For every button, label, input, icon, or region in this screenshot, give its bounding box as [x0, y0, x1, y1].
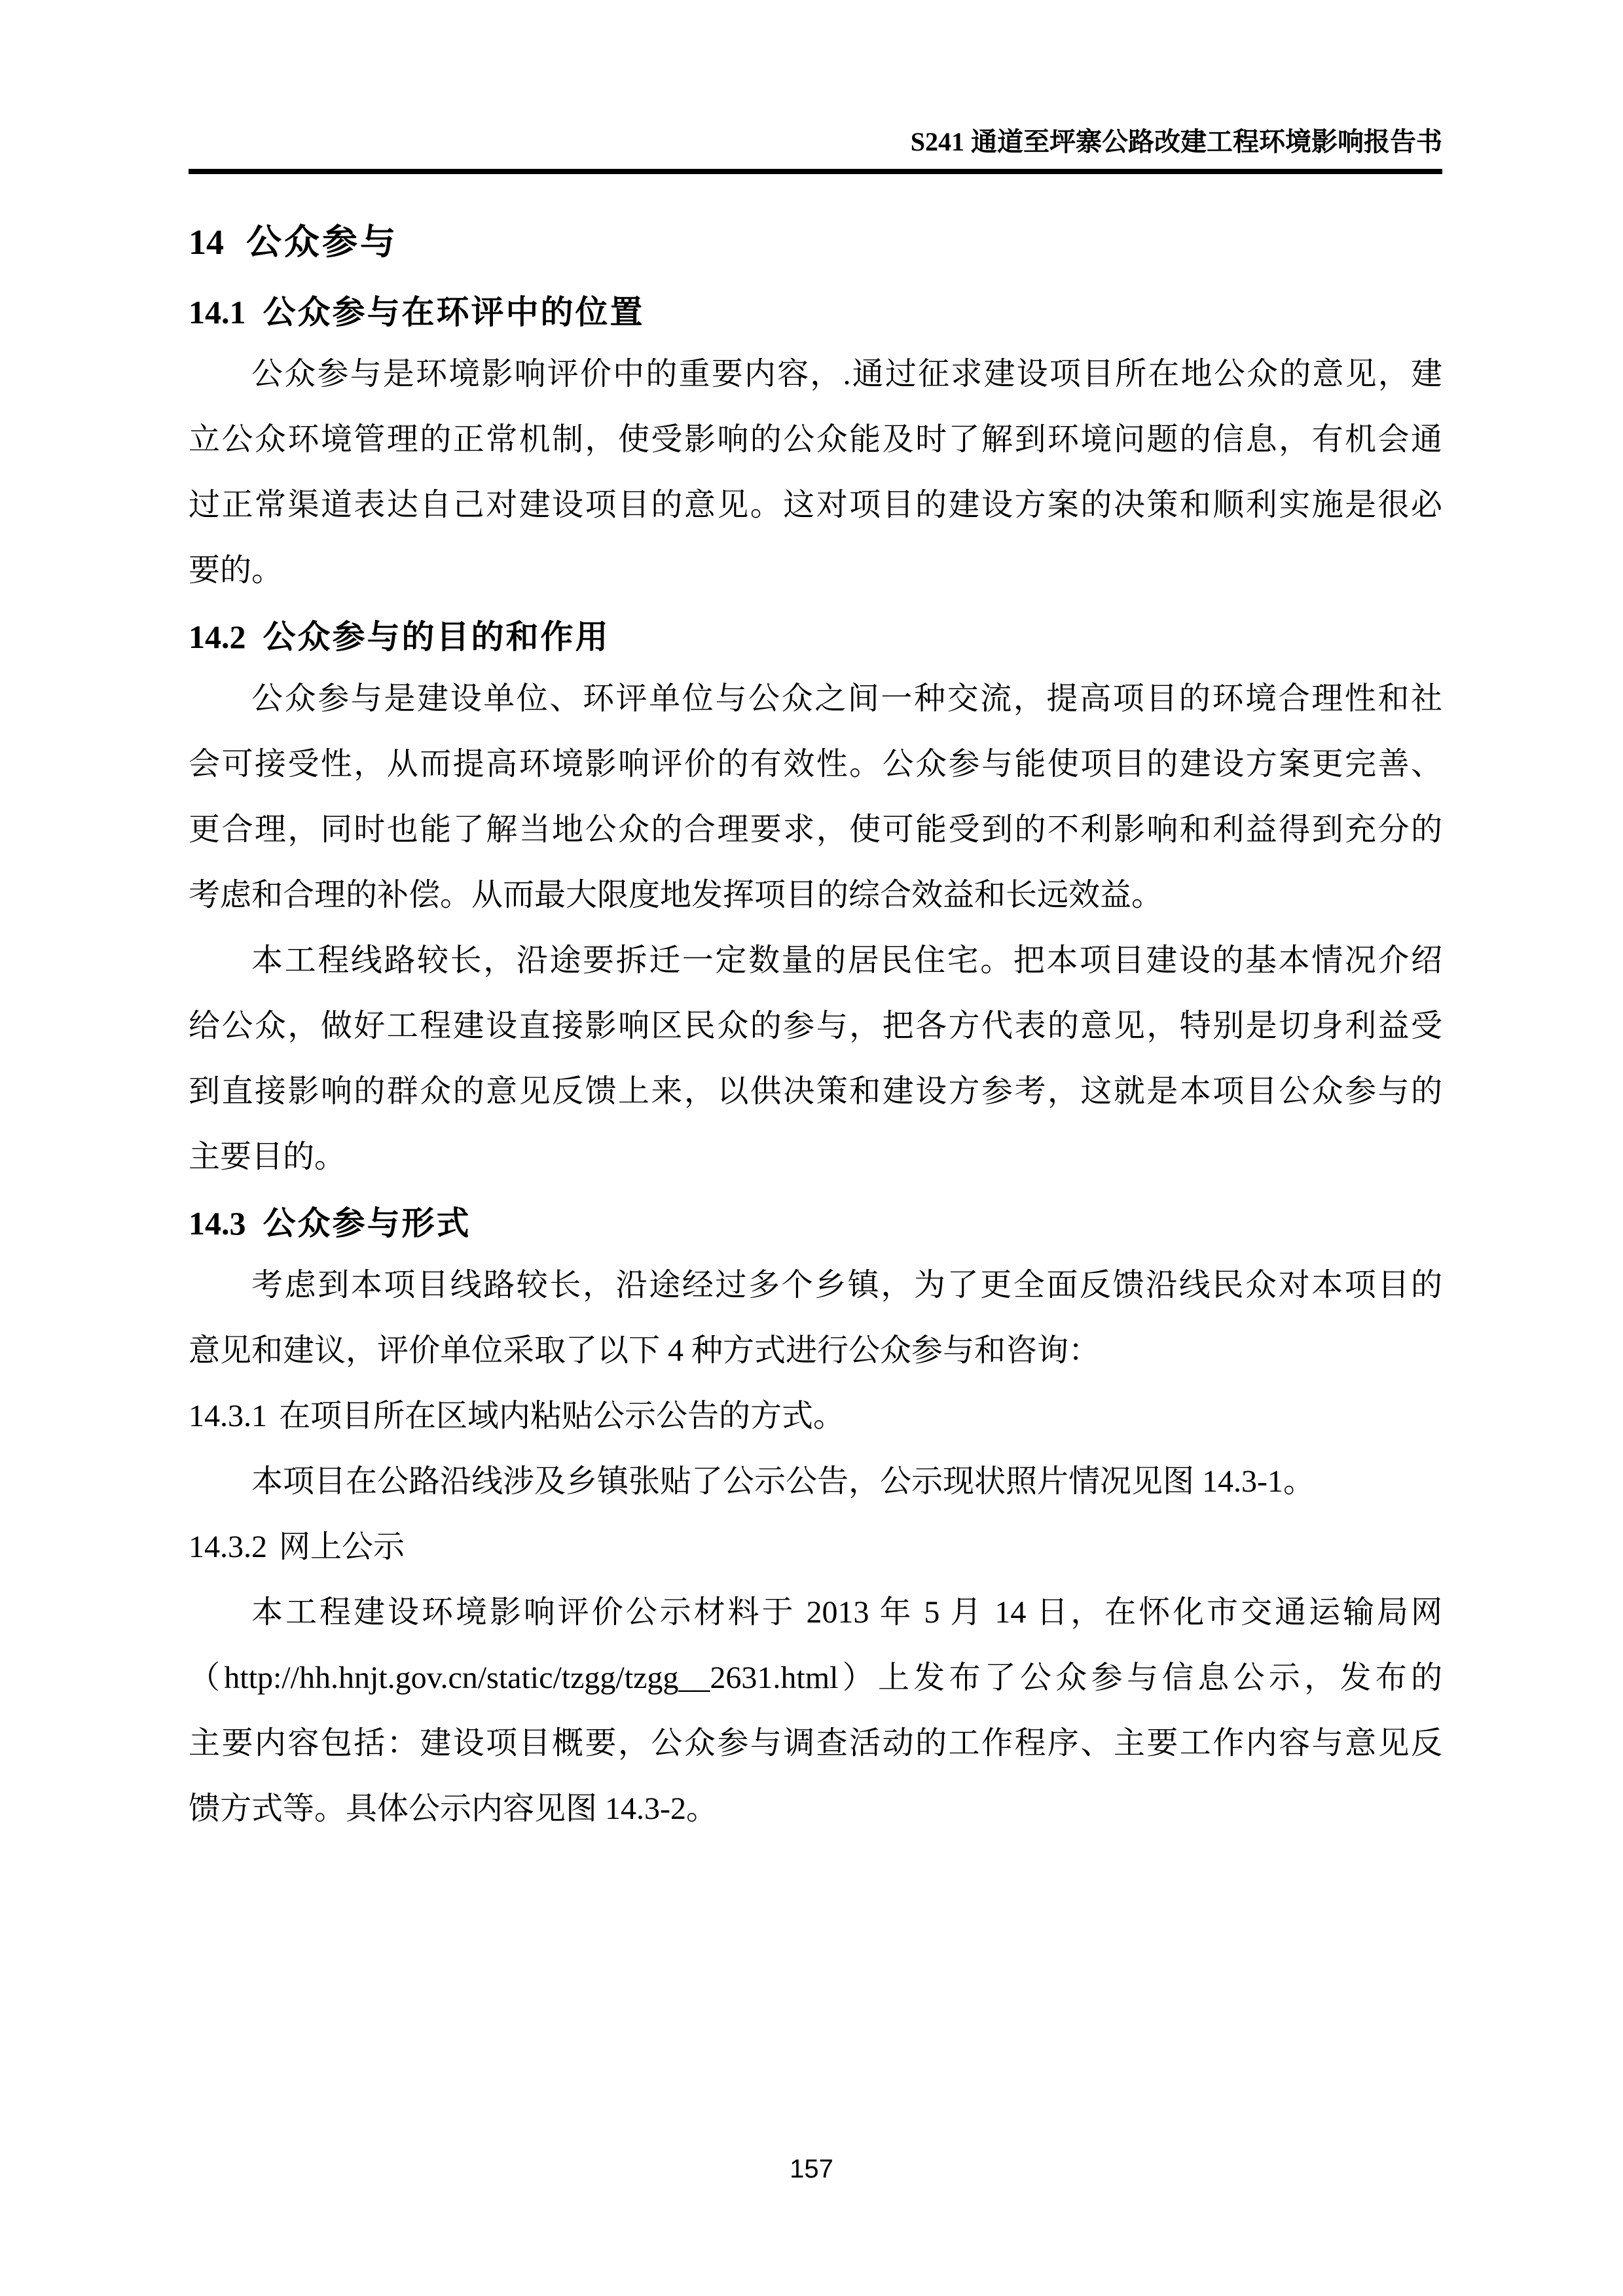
page-content: [189, 124, 1442, 1842]
section-heading-14-3-2: [189, 1515, 1442, 1580]
paragraph-14-3-2-body: [189, 1580, 1442, 1842]
section-heading-14-3: [189, 1194, 1442, 1253]
section-number: 14.2: [189, 619, 246, 655]
section-title: 网上公示: [279, 1530, 405, 1564]
section-number: 14.3: [189, 1205, 246, 1242]
text-line: 本工程建设环境影响评价公示材料于 2013 年 5 月 14 日，在怀化市交通运输局网: [251, 1595, 1442, 1630]
section-number: 14.3.2: [189, 1530, 267, 1564]
text-line: 主要内容包括：建设项目概要，公众参与调查活动的工作程序、主要工作内容与意见反: [189, 1726, 1442, 1761]
header-rule: [189, 169, 1442, 174]
section-title: 公众参与的目的和作用: [263, 619, 610, 655]
section-title: 公众参与形式: [263, 1205, 471, 1242]
text-line: 过正常渠道表达自己对建设项目的意见。这对项目的建设方案的决策和顺利实施是很必: [189, 488, 1442, 522]
text-line: （http://hh.hnjt.gov.cn/static/tzgg/tzgg__2631.html）上发布了公众参与信息公示，发布的: [189, 1660, 1442, 1695]
text-line: 给公众，做好工程建设直接影响区民众的参与，把各方代表的意见，特别是切身利益受: [189, 1009, 1442, 1043]
text-line: 立公众环境管理的正常机制，使受影响的公众能及时了解到环境问题的信息，有机会通: [189, 422, 1442, 457]
paragraph-14-3-1: [189, 1253, 1442, 1384]
text-line: 考虑和合理的补偿。从而最大限度地发挥项目的综合效益和长远效益。: [189, 878, 1163, 912]
text-line: 公众参与是建设单位、环评单位与公众之间一种交流，提高项目的环境合理性和社: [251, 681, 1442, 716]
section-title: 在项目所在区域内粘贴公示公告的方式。: [279, 1399, 845, 1433]
section-heading-14: [189, 206, 1442, 279]
text-line: 公众参与是环境影响评价中的重要内容，.通过征求建设项目所在地公众的意见，建: [251, 357, 1442, 391]
text-line: 本项目在公路沿线涉及乡镇张贴了公示公告，公示现状照片情况见图 14.3-1。: [251, 1464, 1315, 1499]
text-line: 馈方式等。具体公示内容见图 14.3-2。: [189, 1791, 718, 1826]
section-heading-14-1: [189, 283, 1442, 342]
page-number: 157: [790, 2155, 833, 2183]
section-title: 公众参与在环评中的位置: [263, 294, 645, 331]
text-line: 会可接受性，从而提高环境影响评价的有效性。公众参与能使项目的建设方案更完善、: [189, 747, 1442, 781]
section-number: 14: [189, 223, 224, 262]
text-line: 考虑到本项目线路较长，沿途经过多个乡镇，为了更全面反馈沿线民众对本项目的: [251, 1268, 1442, 1302]
section-heading-14-2: [189, 607, 1442, 666]
text-line: 要的。: [189, 553, 283, 588]
section-heading-14-3-1: [189, 1384, 1442, 1449]
text-line: 更合理，同时也能了解当地公众的合理要求，使可能受到的不利影响和利益得到充分的: [189, 812, 1442, 847]
section-number: 14.1: [189, 294, 246, 331]
paragraph-14-2-1: [189, 666, 1442, 928]
running-header-title: S241 通道至坪寨公路改建工程环境影响报告书: [910, 127, 1442, 156]
paragraph-14-1-1: [189, 342, 1442, 603]
text-line: 到直接影响的群众的意见反馈上来，以供决策和建设方参考，这就是本项目公众参与的: [189, 1074, 1442, 1109]
text-line: 主要目的。: [189, 1139, 346, 1174]
text-line: 本工程线路较长，沿途要拆迁一定数量的居民住宅。把本项目建设的基本情况介绍: [251, 943, 1442, 978]
text-line: 意见和建议，评价单位采取了以下 4 种方式进行公众参与和咨询：: [189, 1333, 1101, 1368]
paragraph-14-3-1-body: [189, 1449, 1442, 1515]
section-number: 14.3.1: [189, 1399, 267, 1433]
section-title: 公众参与: [246, 223, 398, 262]
paragraph-14-2-2: [189, 928, 1442, 1190]
